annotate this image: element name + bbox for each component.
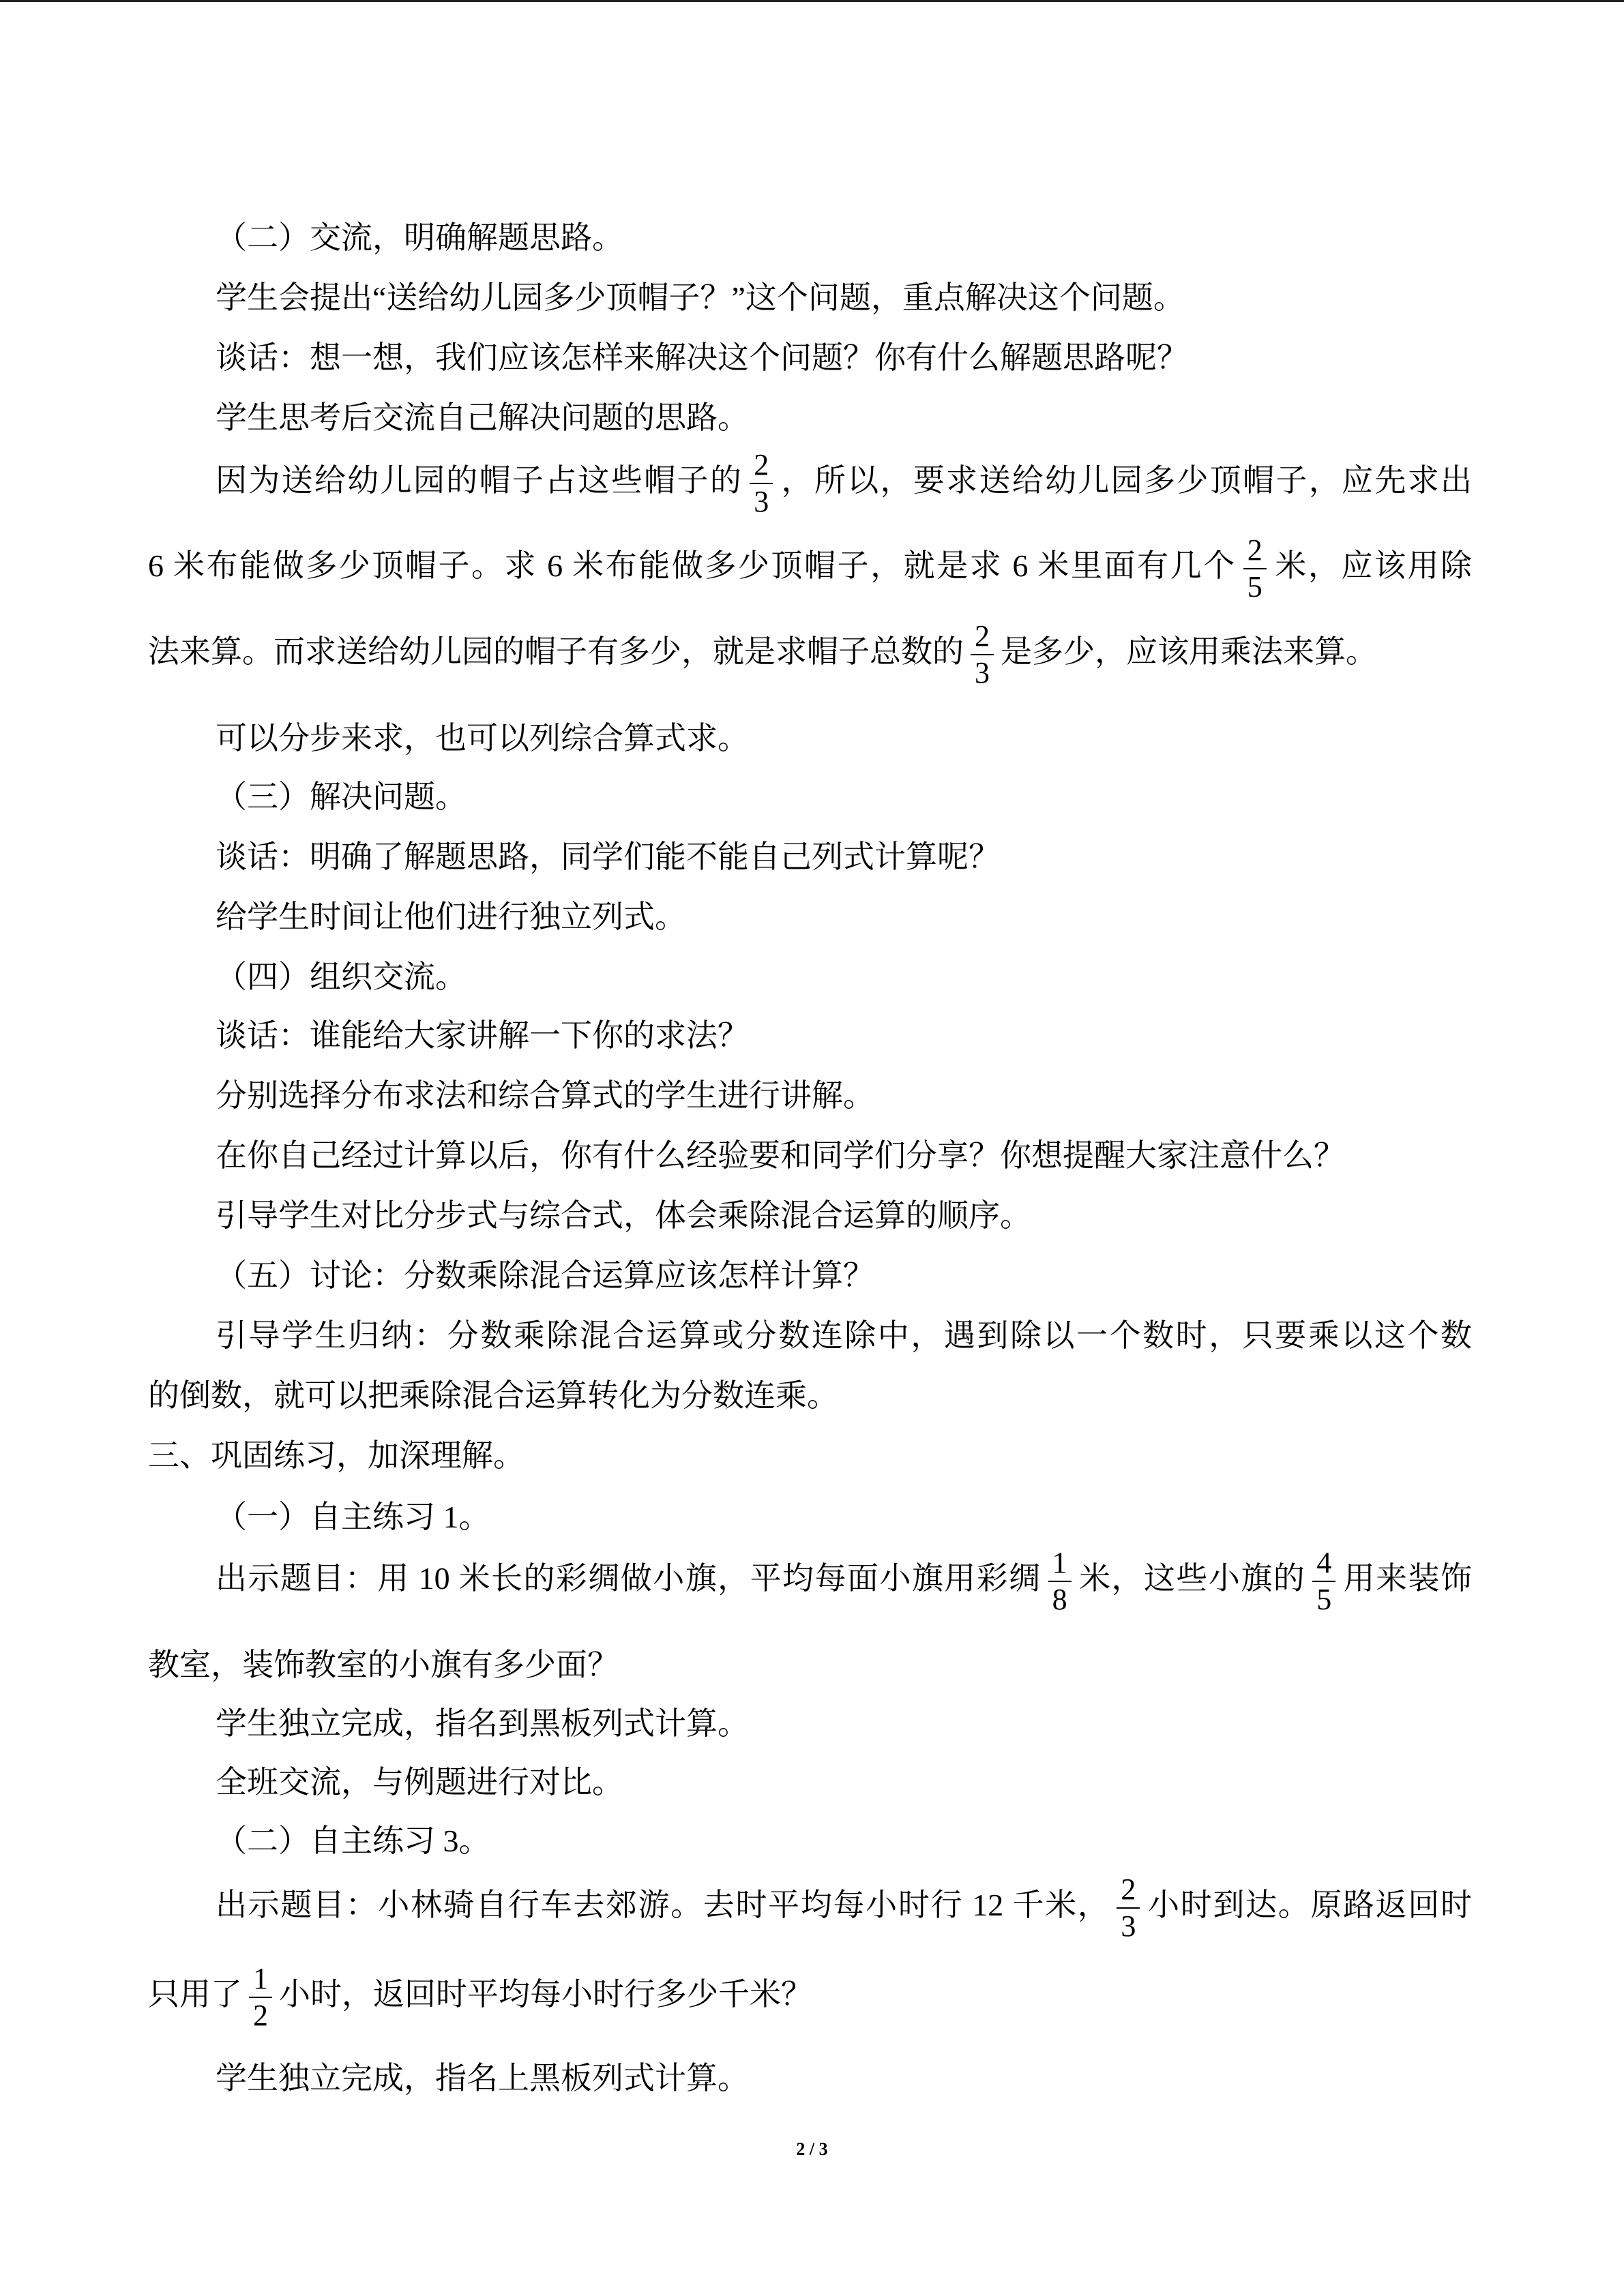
line-text: 的倒数，就可以把乘除混合运算转化为分数连乘。: [148, 1378, 838, 1413]
line-text: 出示题目：用 10 米长的彩绸做小旗，平均每面小旗用彩绸: [216, 1561, 1042, 1596]
fraction-numerator: 1: [1048, 1546, 1072, 1582]
line-text: 教室，装饰教室的小旗有多少面？: [148, 1648, 619, 1682]
fraction-numerator: 4: [1312, 1546, 1335, 1582]
line-text: 因为送给幼儿园的帽子占这些帽子的: [216, 463, 743, 498]
line-text: 引导学生归纳：分数乘除混合运算或分数连除中，遇到除以一个数时，只要乘以这个数: [216, 1318, 1472, 1353]
line-text: （一）自主练习 1。: [216, 1500, 490, 1534]
line-text: 三、巩固练习，加深理解。: [148, 1438, 525, 1473]
fraction-numerator: 1: [249, 1962, 272, 1998]
line-text: 只用了: [148, 1977, 242, 2012]
paragraph-line: [148, 525, 1472, 607]
line-text: （二）自主练习 3。: [216, 1823, 490, 1858]
line-text: 引导学生对比分步式与综合式，体会乘除混合运算的顺序。: [216, 1198, 1031, 1233]
paragraph-line: [216, 440, 1472, 522]
fraction-denominator: 3: [754, 485, 769, 519]
line-text: 学生独立完成，指名到黑板列式计算。: [216, 1706, 749, 1741]
paragraph-line: [216, 2038, 1472, 2119]
line-text: 学生思考后交流自己解决问题的思路。: [216, 400, 749, 435]
fraction-denominator: 2: [253, 1999, 268, 2033]
fraction-numerator: 2: [1117, 1873, 1140, 1909]
fraction: [1312, 1546, 1335, 1617]
line-text: 小时到达。原路返回时: [1147, 1888, 1473, 1922]
fraction-denominator: 3: [1121, 1909, 1136, 1943]
line-text: 谈话：想一想，我们应该怎样来解决这个问题？你有什么解题思路呢？: [216, 340, 1188, 375]
fraction-denominator: 8: [1052, 1583, 1067, 1617]
line-text: （三）解决问题。: [216, 779, 467, 814]
page-number: 2 / 3: [796, 2139, 828, 2159]
fraction: [971, 619, 994, 690]
line-text: 分别选择分布求法和综合算式的学生进行讲解。: [216, 1078, 874, 1113]
line-text: ，所以，要求送给幼儿园多少顶帽子，应先求出: [780, 463, 1473, 498]
line-text: 出示题目：小林骑自行车去郊游。去时平均每小时行 12 千米，: [216, 1888, 1110, 1922]
line-text: 在你自己经过计算以后，你有什么经验要和同学们分享？你想提醒大家注意什么？: [216, 1138, 1345, 1173]
paragraph-line: [216, 1538, 1472, 1620]
line-text: 法来算。而求送给幼儿园的帽子有多少，就是求帽子总数的: [148, 634, 964, 669]
fraction-denominator: 5: [1247, 570, 1263, 604]
line-text: 学生独立完成，指名上黑板列式计算。: [216, 2061, 749, 2096]
fraction: [249, 1962, 272, 2033]
line-text: 用来装饰: [1342, 1561, 1473, 1596]
fraction: [750, 448, 773, 519]
fraction-numerator: 2: [750, 448, 773, 484]
line-text: （二）交流，明确解题思路。: [216, 220, 623, 255]
paragraph-line: [148, 1954, 1472, 2036]
fraction: [1243, 533, 1267, 604]
line-text: （四）组织交流。: [216, 959, 467, 994]
line-text: 谈话：明确了解题思路，同学们能不能自己列式计算呢？: [216, 839, 1000, 874]
paragraph-line: [148, 611, 1472, 693]
line-text: 谈话：谁能给大家讲解一下你的求法？: [216, 1018, 749, 1053]
line-text: 6 米布能做多少顶帽子。求 6 米布能做多少顶帽子，就是求 6 米里面有几个: [148, 548, 1237, 583]
line-text: 全班交流，与例题进行对比。: [216, 1765, 623, 1800]
paragraph-line: [216, 1864, 1472, 1946]
line-text: 可以分步来求，也可以列综合算式求。: [216, 721, 749, 756]
line-text: 小时，返回时平均每小时行多少千米？: [279, 1977, 812, 2012]
fraction-denominator: 5: [1316, 1583, 1332, 1617]
fraction: [1048, 1546, 1072, 1617]
line-text: 米，应该用除: [1273, 548, 1473, 583]
line-text: 米，这些小旗的: [1078, 1561, 1306, 1596]
page-top-border: [0, 0, 1624, 2]
fraction: [1117, 1873, 1140, 1943]
fraction-numerator: 2: [971, 619, 994, 655]
line-text: 学生会提出“送给幼儿园多少顶帽子？”这个问题，重点解决这个问题。: [216, 280, 1185, 315]
fraction-denominator: 3: [975, 656, 990, 690]
line-text: 给学生时间让他们进行独立列式。: [216, 899, 686, 934]
fraction-numerator: 2: [1243, 533, 1267, 569]
line-text: 是多少，应该用乘法来算。: [1001, 634, 1377, 669]
line-text: （五）讨论：分数乘除混合运算应该怎样计算？: [216, 1258, 874, 1293]
